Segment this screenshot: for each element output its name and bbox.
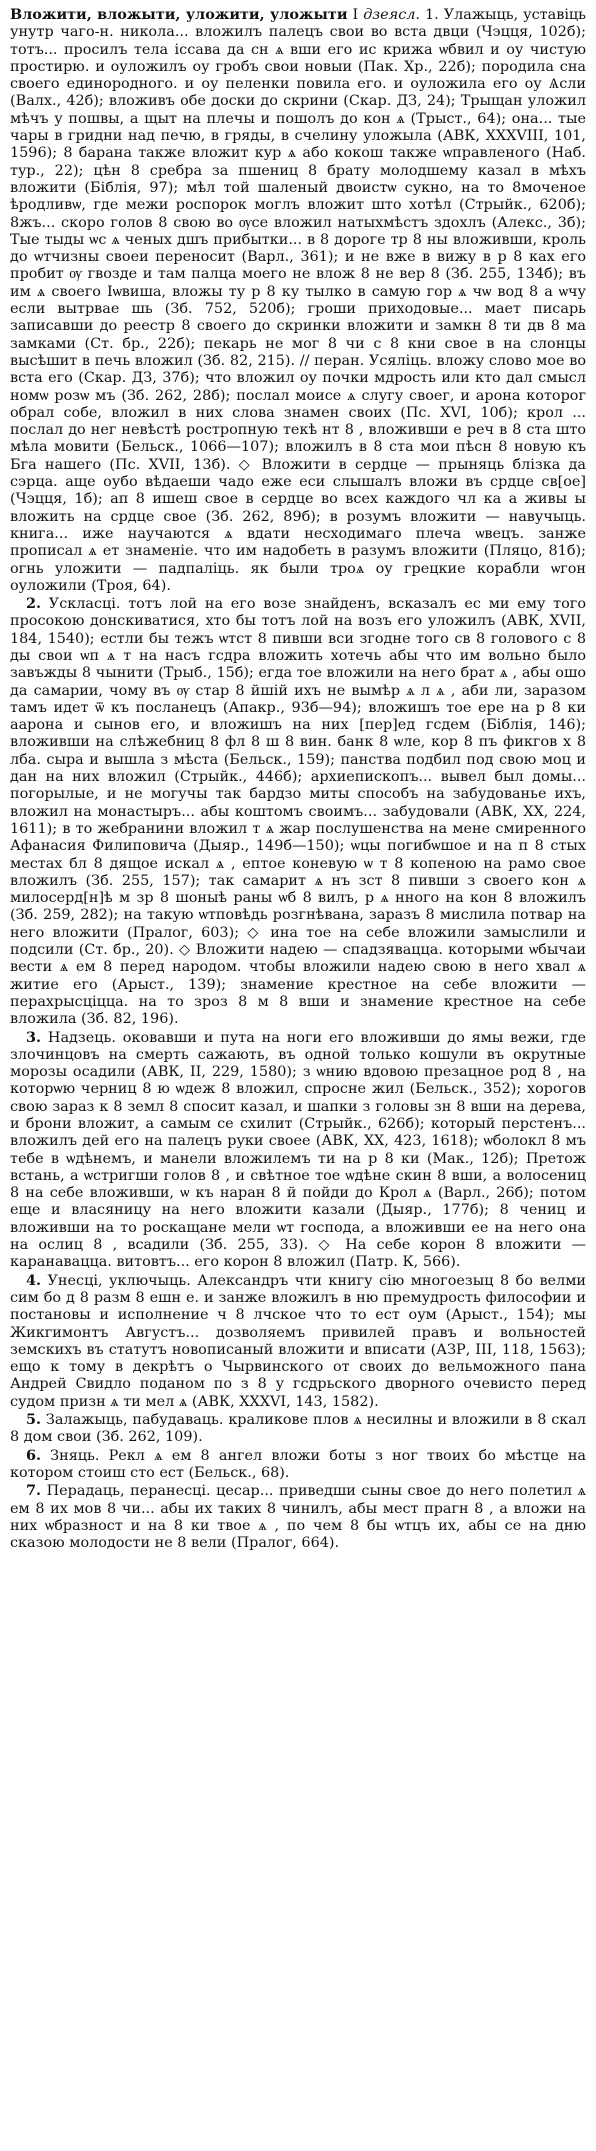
entry-sense-text: Надзець. оковавши и пута на ноги его вложивши до ямы вежи, где злочинцовъ на смерть сажають, въ одной только кошули въ окрутные морозы осадили (АВК, II, 229, 1580); з ѡнию вдовою презацное род 8 , на которѡю черниц 8 ю ѡдеж 8 вложил, спросне жил (Бельск., 352); хорогов свою зараз к 8 земл 8 спосит казал, и шапки з головы зн 8 вши на дерева, и брони вложит, а самым се схилит (Стрыйк., 626б); который перстенъ... вложилъ дей его на палецъ руки своее (АВК, XX, 423, 1618); ѡболокл 8 мъ тебе в ѡдѣнемъ, и манели вложилемъ ти на р 8 ки (Мак., 12б); Претож встань, а ѡстригши голов 8 , и свѣтное тое ѡдѣне скин 8 вши, а волосениц 8 на себе вложивши, ѡ къ наран 8 й пойди до Крол ѧ (Варл., 26б); потом еще и власяницу на него вложити казали (Дыяр., 177б); 8 чениц и вложивши на то роскащане мели ѡт господа, а вложивши ее на него она на ослиц 8 , всадили (Зб. 255, 33). ◇ На себе корон 8 вложити — каранавацца. витовтъ... его корон 8 вложил (Патр. К, 566). <box>10 1029 586 1271</box>
entry-paragraph-5 <box>10 1411 586 1447</box>
entry-paragraph-3 <box>10 1029 586 1272</box>
sense-number: 5. <box>26 1411 42 1429</box>
entry-sense-text: 1. Улажыць, уставіць унутр чаго-н. никола... вложилъ палецъ свои во вста двци (Чэцця, 102б); тотъ... просилъ тела іссава да сн ѧ вши его ис крижа ѡбвил и оу чистую простирю. и оуложилъ оу гробъ свои новыи (Пак. Хр., 22б); породила сна своего единородного. и оу пеленки повила его. и оуложила его оу Ѧсли (Валх., 42б); вложивъ обе доски до скрини (Скар. ДЗ, 24); Трыщан уложил мѣчъ у пошвы, а щыт на плечы и пошолъ до кон ѧ (Трыст., 64); она... тые чары в гридни над печю, в гряды, в счелину уложыла (АВК, XXXVIII, 101, 1596); 8 барана также вложит кур ѧ або кокош также ѡправленого (Наб. тур., 22); цѣн 8 сребра за пшениц 8 брату молодшему казал в мѣхъ вложити (Біблія, 97); мѣл той шаленый двоистѡ сукно, на то 8моченое ѣродливѡ, где межи роспорок моглъ вложит што хотѣл (Стрыйк., 620б); 8жъ... скоро голов 8 свою во ѹсе вложил натыхмѣстъ здохлъ (Алекс., 3б); Тые тыды ѡс ѧ ченых дшъ прибытки... в 8 дороге тр 8 ны вложивши, кроль до ѡтчизны своеи переносит (Варл., 361); и не вже в вижу в р 8 ках его пробит ѹ гвозде и там палца моего не влож 8 не вер 8 (Зб. 255, 134б); въ им ѧ своего Іѡвиша, вложы ту р 8 ку тылко в самую гор ѧ чѡ вод 8 а ѡчу если вытрвае шь (Зб. 752, 520б); гроши приходовые... мает писарь записавши до реестр 8 своего до скринки вложити и замкн 8 ти дв 8 ма замками (Ст. бр., 22б); пекарь не мог 8 чи с 8 кни свое в на слонцы высѣшит в печь вложил (Зб. 82, 215). // перан. Усяліць. вложу слово мое во вста его (Скар. ДЗ, 37б); что вложил оу почки мдрость или кто дал смысл номѡ розѡ мъ (Зб. 262, 28б); послал моисе ѧ слугу своег, и арона которог обрал собе, вложил в них слова знамен своих (Пс. XVI, 10б); крол ... послал до нег невѣстѣ ростропную текѣ нт 8 , вложивши е реч в 8 ста што мѣла мовити (Бельск., 1066—107); вложилъ в 8 ста мои пѣсн 8 новую къ Бга нашего (Пс. XVII, 13б). ◇ Вложити в сердце — прыняць блізка да сэрца. аще оубо вѣдаеши чадо еже еси слышалъ вложи въ срдце св[ое] (Чэцця, 1б); ап 8 ишеш свое в сердце во всех каждого чл ка а живы ы вложить на срдце свое (Зб. 262, 89б); в розумъ вложити — навучыць. книга... иже научаются ѧ вдати несходимаго плеча ѡвецъ. занже прописал ѧ ет знаменіе. что им надобеть в разумъ вложити (Пляцо, 81б); огнь уложити — падпаліць. як были троѧ оу грецкие корабли ѡгон оуложили (Троя, 64). <box>10 7 587 594</box>
entry-sense-text: Перадаць, перанесці. цесар... приведши сыны свое до него полетил ѧ ем 8 их мов 8 чи... абы их таких 8 чинилъ, абы мест прагн 8 , а вложи на них ѡбразност и на 8 ки твое ѧ , по чем 8 бы ѡтцъ их, абы се на дню сказою молодости не 8 вели (Пралог, 664). <box>10 1483 587 1552</box>
entry-paragraph-4 <box>10 1272 586 1411</box>
sense-number: 2. <box>26 595 42 613</box>
sense-number: 4. <box>26 1271 42 1289</box>
entry-headword: Вложити, вложыти, уложити, уложыти <box>10 6 348 23</box>
sense-number: 6. <box>26 1446 42 1464</box>
sense-number: 7. <box>26 1482 42 1500</box>
entry-sense-text: Унесці, уключыць. Александръ чти книгу сію многоезыц 8 бо велми сим бо д 8 разм 8 ешн е. и занже вложилъ в ню премудрость философии и постановы и исполнение ч 8 лчское что то ест оум (Арыст., 154); мы Жикгимонтъ Августъ... дозволяемъ привилей правъ и вольностей земскихъ въ статутъ новописаный вложити и вписати (АЗР, III, 118, 1563); ещо к тому в декрѣтъ о Чырвинского от своих до вельможного пана Андрей Свидло поданом по з 8 у гсдрьского дворного очевисто перед судом призн ѧ ти мел ѧ (АВК, XXXVI, 143, 1582). <box>10 1272 586 1410</box>
sense-number: 3. <box>26 1028 42 1046</box>
entry-pos-label: дзеясл. <box>363 7 420 23</box>
entry-paragraph-1 <box>10 6 586 595</box>
entry-sense-text: Залажыць, пабудаваць. краликове плов ѧ несилны и вложили в 8 скал 8 дом свои (Зб. 262, 109). <box>10 1412 586 1446</box>
entry-sense-text: Зняць. Рекл ѧ ем 8 ангел вложи боты з ног твоих бо мѣстце на котором стоиш сто ест (Бельск., 68). <box>10 1447 586 1481</box>
entry-paragraph-6 <box>10 1447 586 1483</box>
entry-homonym-number: I <box>352 7 359 23</box>
entry-paragraph-7 <box>10 1482 586 1552</box>
entry-paragraph-2 <box>10 595 586 1028</box>
entry-sense-text: Ускласці. тотъ лой на его возе знайденъ, всказалъ ес ми ему того просокою донскиватися, хто бы тотъ лой на возъ его уложилъ (АВК, XVII, 184, 1540); естли бы тежъ ѡтст 8 пивши вси згодне того св 8 голового с 8 ды свои ѡп ѧ т на насъ гсдра вложить хотечь абы что им вольно было завъжды 8 чынити (Трыб., 15б); егда тое вложили на него брат ѧ , абы ошо да самарии, чому въ ѹ стар 8 йшій ихъ не вымѣр ѧ л ѧ , аби ли, заразом тамъ идет ѿ къ посланецъ (Апакр., 93б—94); вложишъ тое ере на р 8 ки аарона и сынов его, и вложишъ на них [пер]ед гсдем (Біблія, 146); вложивши на слѣжебниц 8 фл 8 ш 8 вин. банк 8 ѡле, кор 8 пъ фикгов х 8 лба. сыра и вышла з мѣста (Бельск., 159); панства подбил под свою моц и дан на них вложил (Стрыйк., 446б); архиепископъ... вывел был домы... погорылые, и не могучы так бардзо миты способъ на забудованье ихъ, вложил на монастыръ... абы коштомъ своимъ... забудовали (АВК, XX, 224, 1611); в то жебранини вложил т ѧ жар послушенства на мене смиренного Афанасия Филиповича (Дыяр., 149б—150); ѡцы погибѡшое и на п 8 стых местах бл 8 дящое искал ѧ , ептое коневую ѡ т 8 копеною на рамо свое вложилъ (Зб. 255, 157); так самарит ѧ нъ зст 8 пивши з своего кон ѧ милосерд[н]ѣ м зр 8 шоныѣ раны ѡб 8 вилъ, р ѧ нного на кон 8 вложилъ (Зб. 259, 282); на такую ѡтповѣдь розгнѣвана, заразъ 8 мислила потвар на него вложити (Пралог, 603); ◇ ина тое на себе вложили замыслили и подсили (Ст. бр., 20). ◇ Вложити надею — спадзявацца. которыми ѡбычаи вести ѧ ем 8 перед народом. чтобы вложили надею свою в него хвал ѧ житие его (Арыст., 139); знамение крестное на себе вложити — перахрысціцца. на то зроз 8 м 8 вши и знамение крестное на себе вложила (Зб. 82, 196). <box>10 596 587 1028</box>
